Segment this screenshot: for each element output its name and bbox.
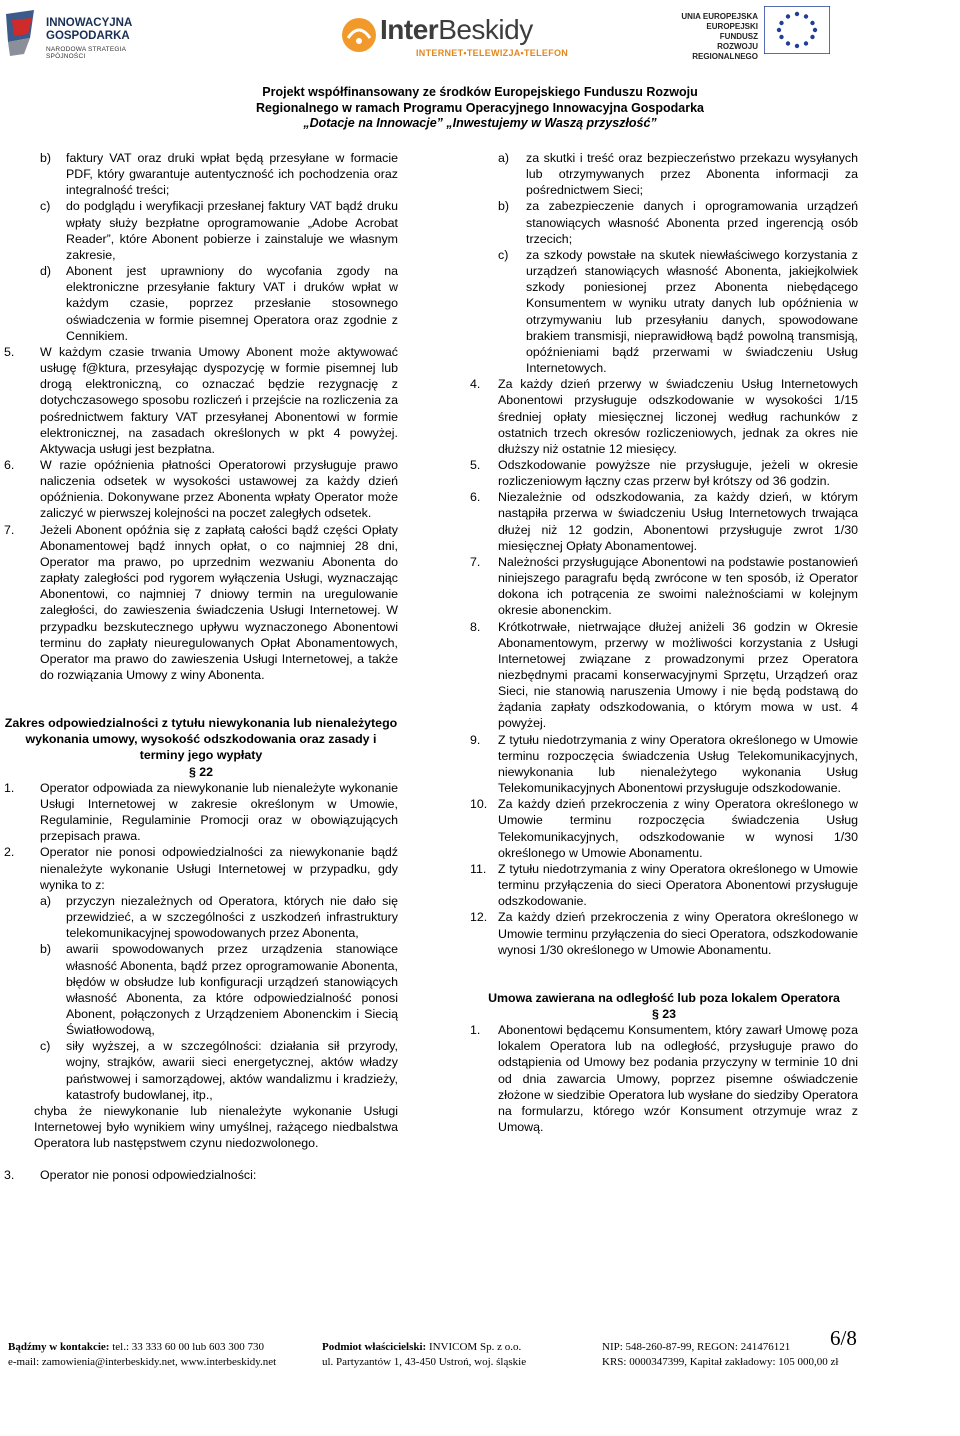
list-item bbox=[470, 554, 858, 619]
list-item bbox=[470, 489, 858, 554]
list-item-label: 8. bbox=[470, 619, 481, 634]
list-item-text: za zabezpieczenie danych i oprogramowania urządzeń stanowiących własność Abonenta przed ingerencją osób trzecich; bbox=[526, 199, 858, 246]
page-footer bbox=[0, 1340, 960, 1380]
list-item bbox=[470, 861, 858, 909]
list-item bbox=[4, 150, 398, 198]
list-item-label: b) bbox=[498, 199, 510, 214]
list-item-text: W każdym czasie trwania Umowy Abonent może aktywować usługę f@ktura, przesyłając dyspozycję w formie pisemnej lub drogą elektroniczną, co oznaczać będzie rezygnację z dotychczasowego sposobu rozliczeń i przejście na rozliczenia za pośrednictwem faktury VAT przesyłanej Abonentowi w formie elektronicznej, na zasadach określonych w pkt 4 powyżej. Aktywacja usługi jest bezpłatna. bbox=[40, 344, 398, 456]
section-heading: § 23 bbox=[651, 1006, 677, 1021]
list-item bbox=[4, 522, 398, 684]
footer-contact: Bądźmy w kontakcie: tel.: 33 333 60 00 lub 603 300 730 e-mail: zamowienia@interbeskidy.net, www.interbeskidy.net bbox=[8, 1341, 277, 1368]
list-item-text: Z tytułu niedotrzymania z winy Operatora określonego w Umowie terminu przyłączenia do sieci Operatora Abonentowi przysługuje odszkodowanie. bbox=[498, 861, 858, 909]
footer-krs: KRS: 0000347399, Kapitał zakładowy: 105 000,00 zł bbox=[602, 1355, 839, 1368]
list-item-label: 2. bbox=[4, 845, 15, 860]
list-item-label: b) bbox=[40, 942, 52, 957]
list-item-text: Za każdy dzień przekroczenia z winy Operatora określonego w Umowie terminu rozpoczęcia świadczenia Usług Telekomunikacyjnych, odszkodowanie w wynosi 1/30 określonego w Umowie Abonamentu. bbox=[498, 797, 858, 860]
list-item bbox=[470, 198, 858, 246]
section-heading: Umowa zawierana na odległość lub poza lokalem Operatora bbox=[488, 990, 840, 1005]
ig-logo-subtitle: NARODOWA STRATEGIA SPÓJNOŚCI bbox=[46, 46, 126, 60]
list-item-label: c) bbox=[40, 1039, 51, 1054]
list-item bbox=[470, 247, 858, 376]
list-item-text: chyba że niewykonanie lub nienależyte wykonanie Usługi Internetowej było wynikiem winy umyślnej, rażącego niedbalstwa Operatora lub następstwem czynu niedozwolonego. bbox=[34, 1103, 398, 1151]
list-item bbox=[470, 1022, 858, 1135]
list-item-text: Za każdy dzień przerwy w świadczeniu Usług Internetowych Abonentowi przysługuje odszkodowanie w wysokości 1/15 średniej opłaty miesięcznej liczonej według rachunków z ostatnich trzech okresów rozliczeniowych, jednak za okres nie dłuższy niż ostatnie 12 miesięcy. bbox=[498, 377, 858, 456]
footer-registration bbox=[602, 1340, 838, 1369]
left-column bbox=[4, 150, 398, 1184]
list-item-text: za szkody powstałe na skutek niewłaściwego korzystania z urządzeń stanowiących własność Abonenta, jakiejkolwiek szkody poniesionej przez Abonenta niebędącego Konsumentem w wyniku utraty danych lub opóźnienia w otrzymywaniu lub przesyłaniu danych, spowodowane brakiem transmisji, nieprawidłową bądź powolną transmisją, opóźnieniami bądź przerwami w świadczeniu Usług Internetowych. bbox=[526, 247, 858, 376]
section-heading: § 22 bbox=[188, 764, 214, 779]
interbeskidy-emblem-icon bbox=[340, 16, 378, 54]
list-item-text: Abonentowi będącemu Konsumentem, który zawarł Umowę poza lokalem Operatora lub na odległość, przysługuje prawo do odstąpienia od Umowy bez podania przyczyny w terminie 10 dni od dnia zawarcia Umowy, poprzez pisemne oświadczenie złożone w siedzibie Operatora lub wysłane do siedziby Operatora na formularzu, którego wzór Konsument otrzymuje wraz z Umową. bbox=[498, 1023, 858, 1135]
list-item-label: c) bbox=[498, 247, 509, 262]
list-item bbox=[470, 619, 858, 732]
footer-nip: NIP: 548-260-87-99, REGON: 241476121 bbox=[602, 1341, 791, 1353]
list-item bbox=[4, 263, 398, 344]
list-item bbox=[470, 796, 858, 861]
list-item-label: d) bbox=[40, 264, 52, 279]
list-item bbox=[4, 457, 398, 522]
list-item bbox=[4, 1167, 398, 1183]
interbeskidy-tagline: INTERNET•TELEWIZJA•TELEFON bbox=[416, 48, 569, 58]
list-item bbox=[4, 344, 398, 457]
header-line-1: Projekt współfinansowany ze środków Europejskiego Funduszu Rozwoju bbox=[262, 85, 698, 99]
list-item bbox=[4, 941, 398, 1038]
list-item-text: przyczyn niezależnych od Operatora, których nie dało się przewidzieć, a w szczególności z uszkodzeń infrastruktury telekomunikacyjnej spowodowanych przez Abonenta, bbox=[66, 893, 398, 941]
list-item-text: W razie opóźnienia płatności Operatorowi przysługuje prawo naliczenia odsetek w wysokości ustawowej za każdy dzień opóźnienia. Dokonywane przez Abonenta wpłaty Operator może zaliczyć w pierwszej kolejności na poczet zaległych odsetek. bbox=[40, 457, 398, 521]
page-number: 6/8 bbox=[830, 1326, 857, 1350]
list-item-text: Odszkodowanie powyższe nie przysługuje, jeżeli w okresie rozliczeniowym łączny czas przerw był krótszy od 36 godzin. bbox=[498, 457, 858, 489]
section-heading: Zakres odpowiedzialności z tytułu niewykonania lub nienależytego wykonania umowy, wysokość odszkodowania oraz zasady i terminy jego wypłaty bbox=[4, 716, 398, 763]
list-item-label: c) bbox=[40, 199, 51, 214]
list-item-label: b) bbox=[40, 151, 52, 165]
list-item-text: Jeżeli Abonent opóźnia się z zapłatą całości bądź części Opłaty Abonamentowej bądź innych opłat, o co najmniej 28 dni, Operator ma prawo, po uprzednim wezwaniu Abonenta do zapłaty zaległości pod rygorem wyłączenia Usługi, wyznaczając Abonentowi, co najmniej 7 dniowy termin na uregulowanie zaległości, do zawieszenia świadczenia Usługi Internetowej. W przypadku bezskutecznego upływu wyznaczonego Abonentowi terminu do zapłaty nieuregulowanych Opłat Abonamentowych, Operator ma prawo do zawieszenia Usługi Internetowej, a także do rozwiązania Umowy z winy Abonenta. bbox=[40, 522, 398, 682]
header-line-2: Regionalnego w ramach Programu Operacyjnego Innowacyjna Gospodarka bbox=[255, 100, 705, 115]
list-item-text: do podglądu i weryfikacji przesłanej faktury VAT bądź druku wpłaty służy bezpłatne oprogramowanie „Adobe Acrobat Reader”, które Abonent pobierze i zainstaluje we własnym zakresie, bbox=[66, 199, 398, 262]
list-item-text: Z tytułu niedotrzymania z winy Operatora określonego w Umowie terminu rozpoczęcia świadczenia Usług Telekomunikacyjnych, niewykonania lub nienależytego wykonania Usług Telekomunikacyjnych Abonentowi przysługuje odszkodowanie. bbox=[498, 732, 858, 796]
footer-email: e-mail: zamowienia@interbeskidy.net, www.interbeskidy.net bbox=[8, 1355, 277, 1368]
interbeskidy-logo bbox=[340, 12, 569, 62]
list-item bbox=[4, 198, 398, 263]
list-item-label: 5. bbox=[470, 457, 481, 472]
list-item-text: siły wyższej, a w szczególności: działania sił przyrody, wojny, strajków, awarii sieci energetycznej, aktów władzy państwowej i samorządowej, aktów wandalizmu i kradzieży, katastrofy budowlanej, itp., bbox=[66, 1039, 398, 1102]
eu-fund-logo bbox=[672, 6, 952, 60]
list-item bbox=[470, 150, 858, 198]
interbeskidy-name: InterBeskidy bbox=[380, 14, 533, 45]
header-line-3: „Dotacje na Innowacje” „Inwestujemy w Waszą przyszłość” bbox=[303, 116, 657, 130]
footer-owner: Podmiot właścicielski: INVICOM Sp. z o.o. ul. Partyzantów 1, 43-450 Ustroń, woj. śląskie bbox=[322, 1341, 527, 1368]
innowacyjna-gospodarka-logo bbox=[4, 8, 164, 58]
list-item-text: Krótkotrwałe, nietrwające dłużej aniżeli 36 godzin w Okresie Abonamentowym, przerwy w możliwości korzystania z Usługi Internetowej związane z prowadzonymi przez Operatora niezbędnymi pracami konserwacyjnymi Sprzętu, Urządzeń oraz Sieci, nie stanowią naruszenia Umowy i nie będą podstawą do żądania zapłaty odszkodowania, o którym mowa w ust. 4 powyżej. bbox=[498, 619, 858, 731]
list-item-label: 4. bbox=[470, 377, 481, 392]
list-item-label: 5. bbox=[4, 344, 15, 359]
list-item-label: 1. bbox=[470, 1023, 481, 1038]
list-item-label: 11. bbox=[470, 861, 487, 876]
list-item-text: za skutki i treść oraz bezpieczeństwo przekazu wysyłanych lub otrzymywanych przez Abonenta informacji za pośrednictwem Sieci; bbox=[526, 151, 858, 198]
list-item-text: Niezależnie od odszkodowania, za każdy dzień, w którym nastąpiła przerwa w świadczeniu Usług Internetowych trwająca dłużej niż 12 godzin, Abonentowi przysługuje zwrot 1/30 miesięcznej Opłaty Abonamentowej. bbox=[498, 490, 858, 553]
eu-fund-text: UNIA EUROPEJSKA EUROPEJSKI FUNDUSZ ROZWOJU REGIONALNEGO bbox=[681, 12, 758, 61]
list-item bbox=[470, 732, 858, 797]
list-item-text: Abonent jest uprawniony do wycofania zgody na elektroniczne przesyłanie faktury VAT i druków wpłat w każdym czasie, poprzez przesłanie stosownego oświadczenia w formie pisemnej Operatora oraz zgodnie z Cennikiem. bbox=[66, 264, 398, 343]
list-item-label: 7. bbox=[470, 554, 481, 569]
list-item-label: 12. bbox=[470, 910, 488, 925]
list-item bbox=[4, 1103, 398, 1151]
list-item-label: 6. bbox=[4, 457, 15, 472]
right-column bbox=[470, 150, 858, 1135]
project-header bbox=[0, 85, 960, 132]
ig-logo-text: INNOWACYJNA GOSPODARKA bbox=[46, 17, 133, 42]
list-item-text: Operator nie ponosi odpowiedzialności za niewykonanie bądź nienależyte wykonanie Usługi Internetowej w przypadku, gdy wynika to z: bbox=[40, 845, 398, 892]
list-item bbox=[470, 376, 858, 457]
list-item bbox=[4, 1038, 398, 1103]
list-item-label: a) bbox=[40, 893, 52, 908]
list-item bbox=[4, 893, 398, 941]
eu-flag-icon bbox=[764, 6, 830, 54]
footer-address: ul. Partyzantów 1, 43-450 Ustroń, woj. śląskie bbox=[322, 1355, 527, 1368]
list-item-label: 6. bbox=[470, 490, 481, 505]
list-item-label: 1. bbox=[4, 780, 15, 795]
list-item-label: 3. bbox=[4, 1168, 15, 1183]
list-item bbox=[470, 909, 858, 957]
list-item-text: Operator nie ponosi odpowiedzialności: bbox=[40, 1168, 257, 1183]
list-item bbox=[4, 780, 398, 845]
list-item-text: Za każdy dzień przekroczenia z winy Operatora określonego w Umowie terminu przyłączenia do sieci Operatora, odszkodowanie wynosi 1/30 określonego w Umowie Abonamentu. bbox=[498, 910, 858, 957]
list-item-label: 10. bbox=[470, 797, 488, 812]
list-item-label: 7. bbox=[4, 522, 15, 537]
list-item-text: Należności przysługujące Abonentowi na podstawie postanowień niniejszego paragrafu będą zwrócone w ten sposób, iż Operator dokona ich potrącenia ze swoimi należnościami w kolejnym okresie abonenckim. bbox=[498, 554, 858, 618]
list-item bbox=[4, 844, 398, 892]
list-item-label: 9. bbox=[470, 732, 481, 747]
list-item-label: a) bbox=[498, 151, 510, 165]
innowacyjna-gospodarka-emblem-icon bbox=[4, 8, 40, 58]
list-item-text: Operator odpowiada za niewykonanie lub nienależyte wykonanie Usługi Internetowej w zakresie określonym w Umowie, Regulaminie, Regulaminie Promocji oraz w obowiązujących przepisach prawa. bbox=[40, 780, 398, 844]
list-item-text: awarii spowodowanych przez urządzenia stanowiące własność Abonenta, bądź przez oprogramowanie Abonenta, błędów w obsłudze lub konfiguracji urządzeń stanowiących własność Abonenta, za które odpowiedzialność ponosi Abonent, połączonych z Urządzeniem Abonenckim i Siecią Światłowodową, bbox=[66, 942, 398, 1038]
list-item bbox=[470, 457, 858, 489]
list-item-text: faktury VAT oraz druki wpłat będą przesyłane w formacie PDF, który gwarantuje autentyczność ich pochodzenia oraz integralność treści; bbox=[66, 151, 398, 198]
